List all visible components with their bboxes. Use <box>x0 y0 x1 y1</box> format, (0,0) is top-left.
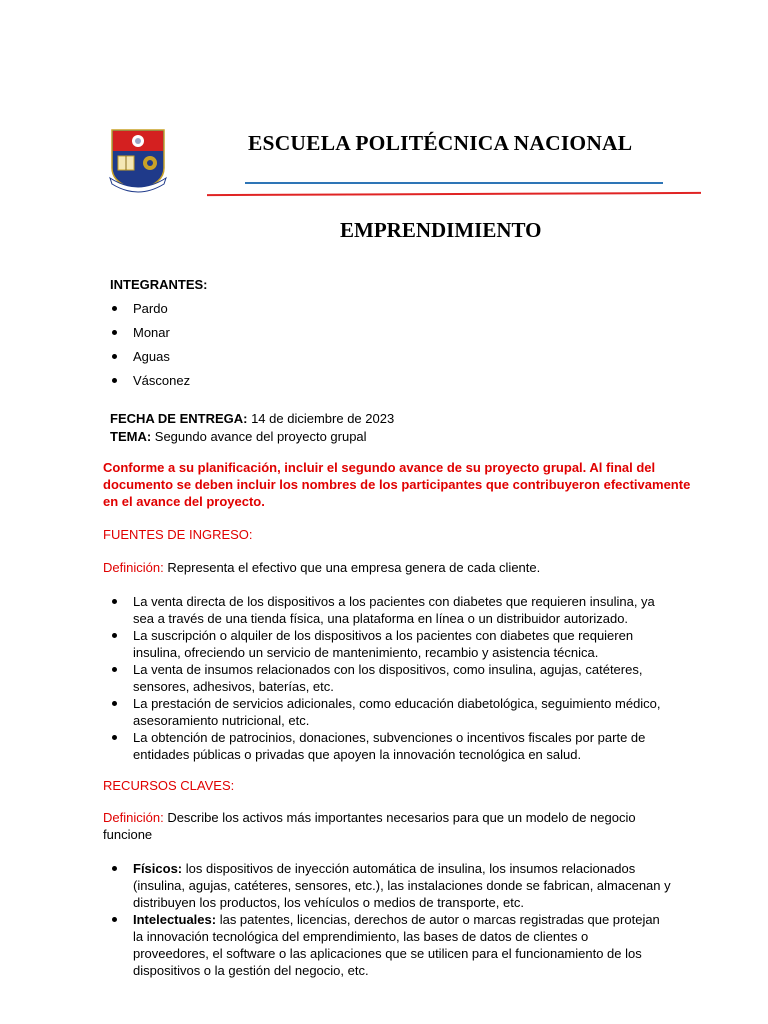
bullet-icon <box>112 735 117 740</box>
instruction-line: Conforme a su planificación, incluir el segundo avance de su proyecto grupal. Al final del <box>103 460 656 475</box>
resources-definition-text: Describe los activos más importantes necesarios para que un modelo de negocio <box>163 810 636 825</box>
delivery-date-label: FECHA DE ENTREGA: <box>110 411 248 426</box>
income-definition-text: Representa el efectivo que una empresa genera de cada cliente. <box>163 560 541 575</box>
income-bullet-line: La obtención de patrocinios, donaciones, subvenciones o incentivos fiscales por parte de <box>133 730 646 745</box>
bullet-icon <box>112 667 117 672</box>
income-definition <box>103 559 540 576</box>
bullet-icon <box>112 306 117 311</box>
bullet-icon <box>112 378 117 383</box>
school-crest-logo <box>108 128 168 194</box>
income-bullet-line: asesoramiento nutricional, etc. <box>133 713 310 728</box>
members-label: INTEGRANTES: <box>110 277 208 292</box>
income-bullet-line: La suscripción o alquiler de los dispositivos a los pacientes con diabetes que requieren <box>133 628 634 643</box>
physical-resources-line <box>133 860 635 877</box>
resources-definition-text: funcione <box>103 827 153 842</box>
intellectual-resources-line: proveedores, el software o las aplicaciones que se utilicen para el funcionamiento de los <box>133 946 642 961</box>
income-bullet-line: La venta directa de los dispositivos a los pacientes con diabetes que requieren insulina, ya <box>133 594 655 609</box>
intellectual-resources-line: dispositivos o la gestión del negocio, etc. <box>133 963 369 978</box>
member-item: Monar <box>133 325 170 340</box>
delivery-date-value: 14 de diciembre de 2023 <box>247 411 395 426</box>
income-bullet-line: La prestación de servicios adicionales, como educación diabetológica, seguimiento médico, <box>133 696 661 711</box>
physical-resources-line: distribuyen los productos, los vehículos o medios de transporte, etc. <box>133 895 524 910</box>
delivery-date-line <box>110 410 394 427</box>
subject-title: EMPRENDIMIENTO <box>340 218 542 242</box>
member-item: Pardo <box>133 301 168 316</box>
bullet-icon <box>112 633 117 638</box>
member-item: Vásconez <box>133 373 191 388</box>
bullet-icon <box>112 866 117 871</box>
resources-definition-label: Definición: <box>103 810 164 825</box>
income-bullet-line: sea a través de una tienda física, una plataforma en línea o un distribuidor autorizado. <box>133 611 629 626</box>
income-bullet-line: entidades públicas o privadas que apoyen la innovación tecnológica en salud. <box>133 747 582 762</box>
physical-resources-line: (insulina, agujas, catéteres, sensores, etc.), las instalaciones donde se fabrican, almacenan y <box>133 878 671 893</box>
income-bullet-line: insulina, ofreciendo un servicio de mantenimiento, recambio y asistencia técnica. <box>133 645 599 660</box>
bullet-icon <box>112 599 117 604</box>
intellectual-resources-text: las patentes, licencias, derechos de autor o marcas registradas que protejan <box>216 912 660 927</box>
physical-resources-text: los dispositivos de inyección automática de insulina, los insumos relacionados <box>182 861 636 876</box>
income-heading: FUENTES DE INGRESO: <box>103 527 253 542</box>
income-definition-label: Definición: <box>103 560 164 575</box>
topic-value: Segundo avance del proyecto grupal <box>151 429 367 444</box>
member-item: Aguas <box>133 349 170 364</box>
bullet-icon <box>112 330 117 335</box>
intellectual-resources-label: Intelectuales: <box>133 912 217 927</box>
red-divider <box>207 192 701 196</box>
instruction-line: documento se deben incluir los nombres de los participantes que contribuyeron efectivamente <box>103 477 691 492</box>
bullet-icon <box>112 354 117 359</box>
bullet-icon <box>112 701 117 706</box>
resources-definition <box>103 809 636 826</box>
instruction-line: en el avance del proyecto. <box>103 494 265 509</box>
topic-label: TEMA: <box>110 429 152 444</box>
school-name-title: ESCUELA POLITÉCNICA NACIONAL <box>248 131 633 155</box>
blue-divider <box>245 182 663 184</box>
income-bullet-line: La venta de insumos relacionados con los dispositivos, como insulina, agujas, catéteres, <box>133 662 643 677</box>
intellectual-resources-line <box>133 911 660 928</box>
physical-resources-label: Físicos: <box>133 861 183 876</box>
resources-heading: RECURSOS CLAVES: <box>103 778 235 793</box>
topic-line <box>110 428 367 445</box>
intellectual-resources-line: la innovación tecnológica del emprendimiento, las bases de datos de clientes o <box>133 929 589 944</box>
bullet-icon <box>112 917 117 922</box>
income-bullet-line: sensores, adhesivos, baterías, etc. <box>133 679 334 694</box>
